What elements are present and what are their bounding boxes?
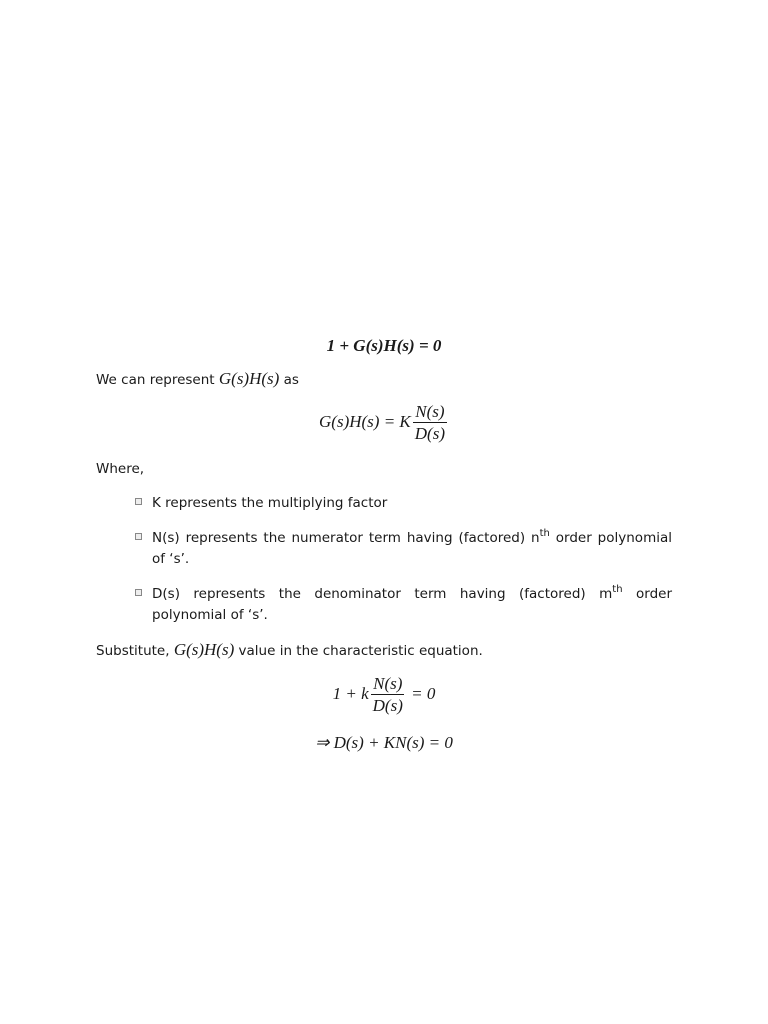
fraction-denominator: D(s)	[414, 423, 445, 443]
equation-lhs: G(s)H(s) = K	[319, 412, 411, 431]
fraction-denominator: D(s)	[372, 695, 403, 715]
fraction	[413, 402, 447, 443]
bullet-square-icon	[135, 589, 142, 596]
intro-line	[96, 368, 672, 391]
substitute-text-before: Substitute,	[96, 643, 174, 659]
intro-text-before: We can represent	[96, 372, 219, 388]
substituted-equation	[96, 668, 672, 720]
list-item-tail: order polynomial of ‘s’.	[152, 586, 672, 623]
fraction-numerator: N(s)	[415, 401, 445, 421]
where-label: Where,	[96, 461, 145, 477]
equation-text: 1 + G(s)H(s) = 0	[326, 336, 442, 355]
fraction	[371, 674, 405, 715]
list-item-tail: order polynomial of ‘s’.	[152, 530, 672, 567]
definition-list	[96, 493, 672, 626]
fraction-numerator: N(s)	[373, 673, 403, 693]
intro-text-after: as	[279, 372, 299, 388]
equation-lhs: 1 + k	[332, 684, 369, 703]
substitute-text-after: value in the characteristic equation.	[234, 643, 483, 659]
superscript: th	[612, 583, 623, 595]
final-equation	[96, 728, 672, 758]
substitute-inline-math: G(s)H(s)	[173, 640, 235, 659]
equation-text: ⇒ D(s) + KN(s) = 0	[315, 733, 453, 752]
substitute-line	[96, 639, 672, 662]
list-item-text: D(s) represents the denominator term having (factored) m	[152, 586, 613, 602]
open-loop-equation	[96, 397, 672, 447]
intro-inline-math: G(s)H(s)	[218, 369, 280, 388]
list-item	[152, 528, 672, 570]
list-item-text: N(s) represents the numerator term having (factored) n	[152, 530, 540, 546]
list-item	[152, 493, 672, 514]
equation-rhs: = 0	[406, 684, 436, 703]
bullet-square-icon	[135, 498, 142, 505]
document-content	[96, 330, 672, 758]
characteristic-equation	[96, 330, 672, 362]
bullet-square-icon	[135, 533, 142, 540]
list-item-text: K represents the multiplying factor	[152, 495, 388, 511]
superscript: th	[539, 527, 550, 539]
list-item	[152, 584, 672, 626]
